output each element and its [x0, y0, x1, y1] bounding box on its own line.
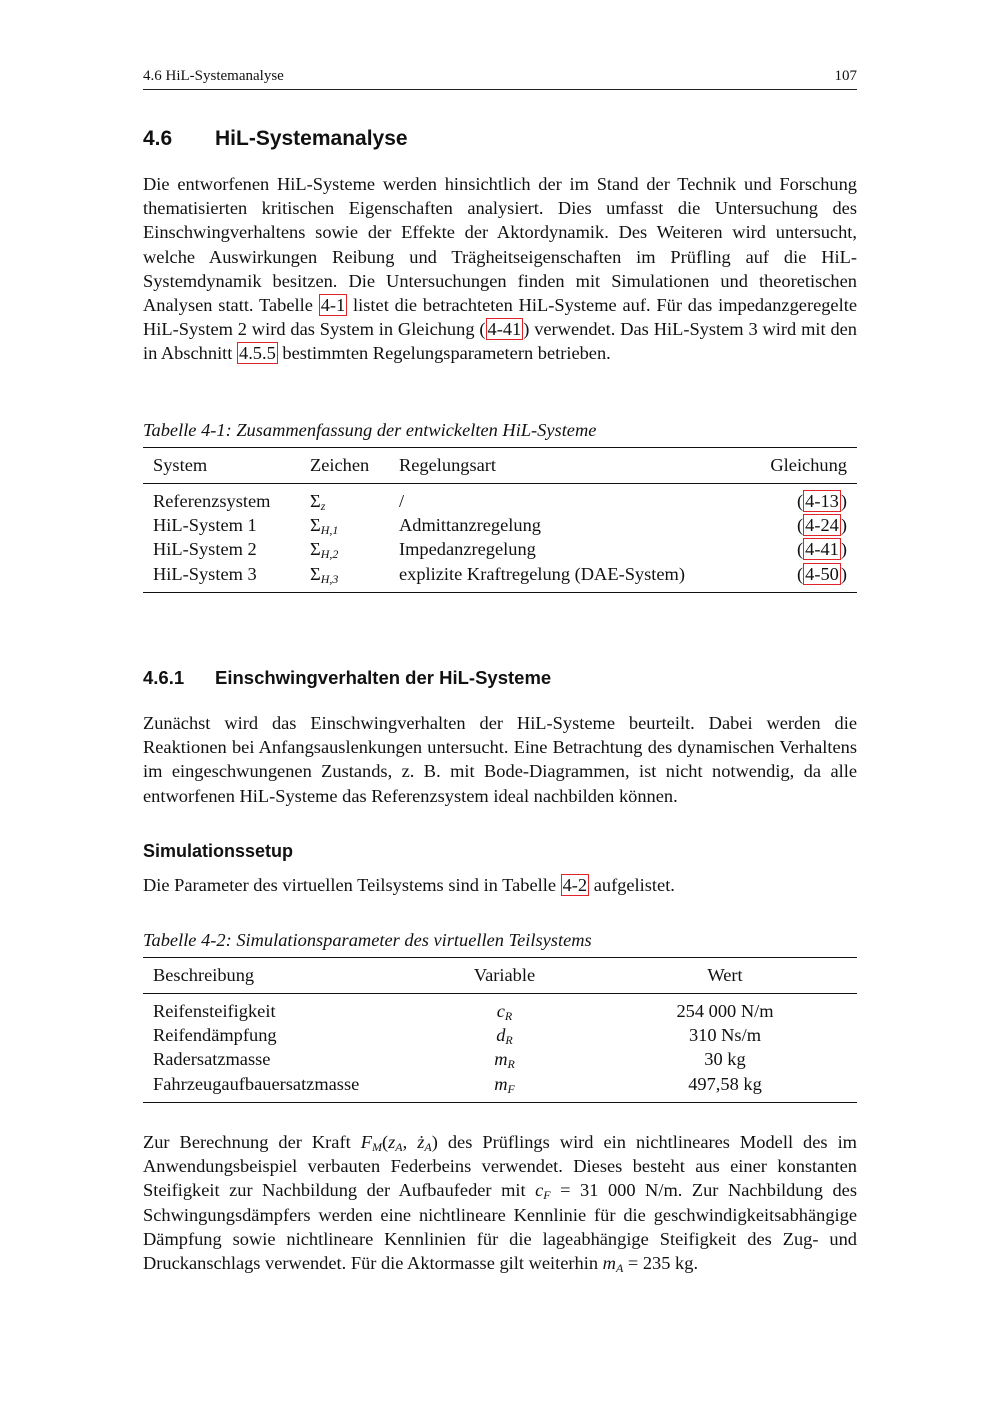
- ref-section-4-5-5[interactable]: 4.5.5: [239, 343, 276, 364]
- cell-equation: ( 4-50 ): [797, 563, 847, 584]
- table-simulation-parameters: [143, 957, 857, 1103]
- cell-value: 30 kg: [704, 1049, 746, 1070]
- cell-variable: $c_R$: [496, 1001, 513, 1023]
- para4-text-2: des Prüflings wird ein nichtlineares Modell des im Anwendungsbeispiel verbauten Federbeins verwendet. Dieses besteht aus einer konstanten Steifigkeit zur Nachbildung der Aufbaufeder mit: [143, 1132, 857, 1201]
- ref-table-4-2[interactable]: 4-2: [562, 875, 588, 895]
- cell-equation: ( 4-13 ): [797, 491, 847, 511]
- table-row: [143, 513, 857, 537]
- paragraph-einschwingverhalten: Zunächst wird das Einschwingverhalten der HiL-Systeme beurteilt. Dabei werden die Reaktionen bei Anfangsauslenkungen untersucht. Eine Betrachtung des dynamischen Verhaltens im eingeschwungenen Zustands, z. B. mit Bode-Diagrammen, ist nicht notwendig, da alle entworfenen HiL-Systeme das Referenzsystem ideal nachbilden können.: [143, 713, 857, 806]
- table2-col-value: Wert: [707, 965, 743, 985]
- table1-col-symbol: Zeichen: [310, 455, 370, 475]
- cell-symbol: $\Sigma_z$: [310, 491, 326, 513]
- intro-text-1: Die entworfenen HiL-Systeme werden hinsichtlich der im Stand der Technik und Forschung thematisierten kritischen Eigenschaften analysiert. Dies umfasst die Untersuchung des Einschwingverhaltens sowie der Effekte der Aktordynamik. Des Weiteren wird untersucht, welche Auswirkungen Reibung und Trägheitseigenschaften im Prüfling auf die HiL-Systemdynamik besitzen. Die Untersuchungen finden mit Simulationen und theoretischen Analysen statt. Tabelle: [143, 174, 857, 316]
- ref-equation-4-24[interactable]: 4-24: [805, 515, 839, 536]
- table2-caption-text: : Simulationsparameter des virtuellen Teilsystems: [225, 930, 592, 950]
- para4-text-3: . Zur Nachbildung des Schwingungsdämpfers werden eine nichtlineare Kennlinie für die geschwindigkeitsabhängige Dämpfung sowie nichtlineare Kennlinien für die lageabhängige Steifigkeit des Zug- und Druckanschlags verwendet. Für die Aktormasse gilt weiterhin: [143, 1180, 857, 1274]
- cell-value: 497,58 kg: [688, 1073, 762, 1094]
- table1-col-equation: Gleichung: [770, 455, 847, 475]
- cell-value: 254 000 N/m: [676, 1001, 774, 1021]
- section-title: HiL-Systemanalyse: [215, 127, 408, 150]
- cell-description: Radersatzmasse: [153, 1049, 271, 1070]
- table-row: [143, 1072, 857, 1103]
- cell-variable: $m_F$: [494, 1073, 515, 1096]
- cell-system: HiL-System 2: [153, 539, 257, 560]
- cell-method: explizite Kraftregelung (DAE-System): [399, 563, 685, 584]
- table-row: [143, 562, 857, 593]
- cell-method: /: [399, 491, 405, 511]
- ref-equation-4-50[interactable]: 4-50: [805, 563, 839, 584]
- table-row: [143, 994, 857, 1024]
- table1-col-method: Regelungsart: [399, 455, 497, 475]
- ref-table-4-1[interactable]: 4-1: [320, 295, 346, 316]
- running-header: [143, 68, 857, 90]
- table-row: [143, 1023, 857, 1047]
- subsubsection-heading: Simulationssetup: [143, 841, 294, 861]
- table2-col-description: Beschreibung: [153, 965, 255, 985]
- table2-header-row: [143, 958, 857, 994]
- table1-col-system: System: [153, 455, 208, 475]
- intro-text-2: listet die betrachteten HiL-Systeme auf. Für das impedanzgeregelte HiL-System 2 wird das System in Gleichung (: [143, 295, 857, 340]
- para3-text-1: Die Parameter des virtuellen Teilsystems sind in Tabelle: [143, 875, 561, 895]
- table2-caption: [143, 930, 592, 951]
- cell-variable: $d_R$: [496, 1025, 513, 1048]
- cell-description: Reifendämpfung: [153, 1025, 277, 1046]
- cell-value: 310 Ns/m: [688, 1025, 762, 1046]
- section-heading: [143, 127, 408, 151]
- subsection-title: Einschwingverhalten der HiL-Systeme: [215, 667, 552, 688]
- table2-col-variable: Variable: [473, 965, 536, 985]
- ref-equation-4-41[interactable]: 4-41: [487, 319, 522, 340]
- ref-equation-4-41b[interactable]: 4-41: [805, 539, 839, 560]
- ref-equation-4-13[interactable]: 4-13: [805, 491, 839, 511]
- cell-system: Referenzsystem: [153, 491, 271, 511]
- table-row: [143, 537, 857, 561]
- cell-system: HiL-System 1: [153, 515, 257, 536]
- intro-text-4: bestimmten Regelungsparametern betrieben.: [277, 343, 611, 364]
- table2-caption-label: Tabelle 4-2: [143, 930, 226, 950]
- section-number: 4.6: [143, 127, 173, 150]
- cell-variable: $m_R$: [494, 1049, 515, 1072]
- cell-system: HiL-System 3: [153, 563, 257, 584]
- paragraph-simulationssetup: [143, 873, 857, 897]
- intro-text-3: ) verwendet. Das HiL-System 3 wird mit den in Abschnitt: [143, 319, 857, 364]
- cell-description: Fahrzeugaufbauersatzmasse: [153, 1073, 360, 1094]
- subsection-number: 4.6.1: [143, 667, 185, 688]
- cell-symbol: $\Sigma_{H,1}$: [310, 515, 339, 538]
- cell-method: Impedanzregelung: [399, 539, 536, 560]
- cell-symbol: $\Sigma_{H,2}$: [310, 539, 339, 562]
- symbol-F: F: [360, 1132, 372, 1152]
- intro-paragraph: [143, 172, 857, 366]
- page-number: 107: [834, 68, 857, 84]
- running-title: 4.6 HiL-Systemanalyse: [143, 68, 284, 84]
- table-row: [143, 484, 857, 514]
- table1-caption-label: Tabelle 4-1: [143, 420, 226, 440]
- para4-text-1: Zur Berechnung der Kraft: [143, 1132, 361, 1152]
- paragraph-federbein-modell: Zur Berechnung der Kraft $F_M(z_A$, $ż_A$) des Prüflings wird ein nichtlineares Modell des im Anwendungsbeispiel verbauten Federbeins verwendet. Dieses besteht aus einer konstanten Steifigkeit zur Nachbildung der Aufbaufeder mit $c_F = 31$ 000 N/m. Zur Nachbildung des Schwingungsdämpfers werden eine nichtlineare Kennlinie für die geschwindigkeitsabhängige Dämpfung sowie nichtlineare Kennlinien für die lageabhängige Steifigkeit des Zug- und Druckanschlags verwendet. Für die Aktormasse gilt weiterhin $m_A = 235$ kg.: [143, 1132, 857, 1276]
- cell-equation: ( 4-41 ): [797, 539, 847, 560]
- table-hil-systems: [143, 447, 857, 593]
- cell-method: Admittanzregelung: [399, 515, 541, 536]
- cell-description: Reifensteifigkeit: [153, 1001, 276, 1021]
- subsection-heading: [143, 667, 551, 689]
- table1-caption-text: : Zusammenfassung der entwickelten HiL-Systeme: [225, 420, 597, 440]
- table1-header-row: [143, 448, 857, 484]
- table-row: [143, 1047, 857, 1071]
- cell-equation: ( 4-24 ): [797, 515, 847, 536]
- table1-caption: [143, 420, 596, 441]
- cell-symbol: $\Sigma_{H,3}$: [310, 563, 339, 586]
- para3-text-2: aufgelistet.: [589, 875, 675, 895]
